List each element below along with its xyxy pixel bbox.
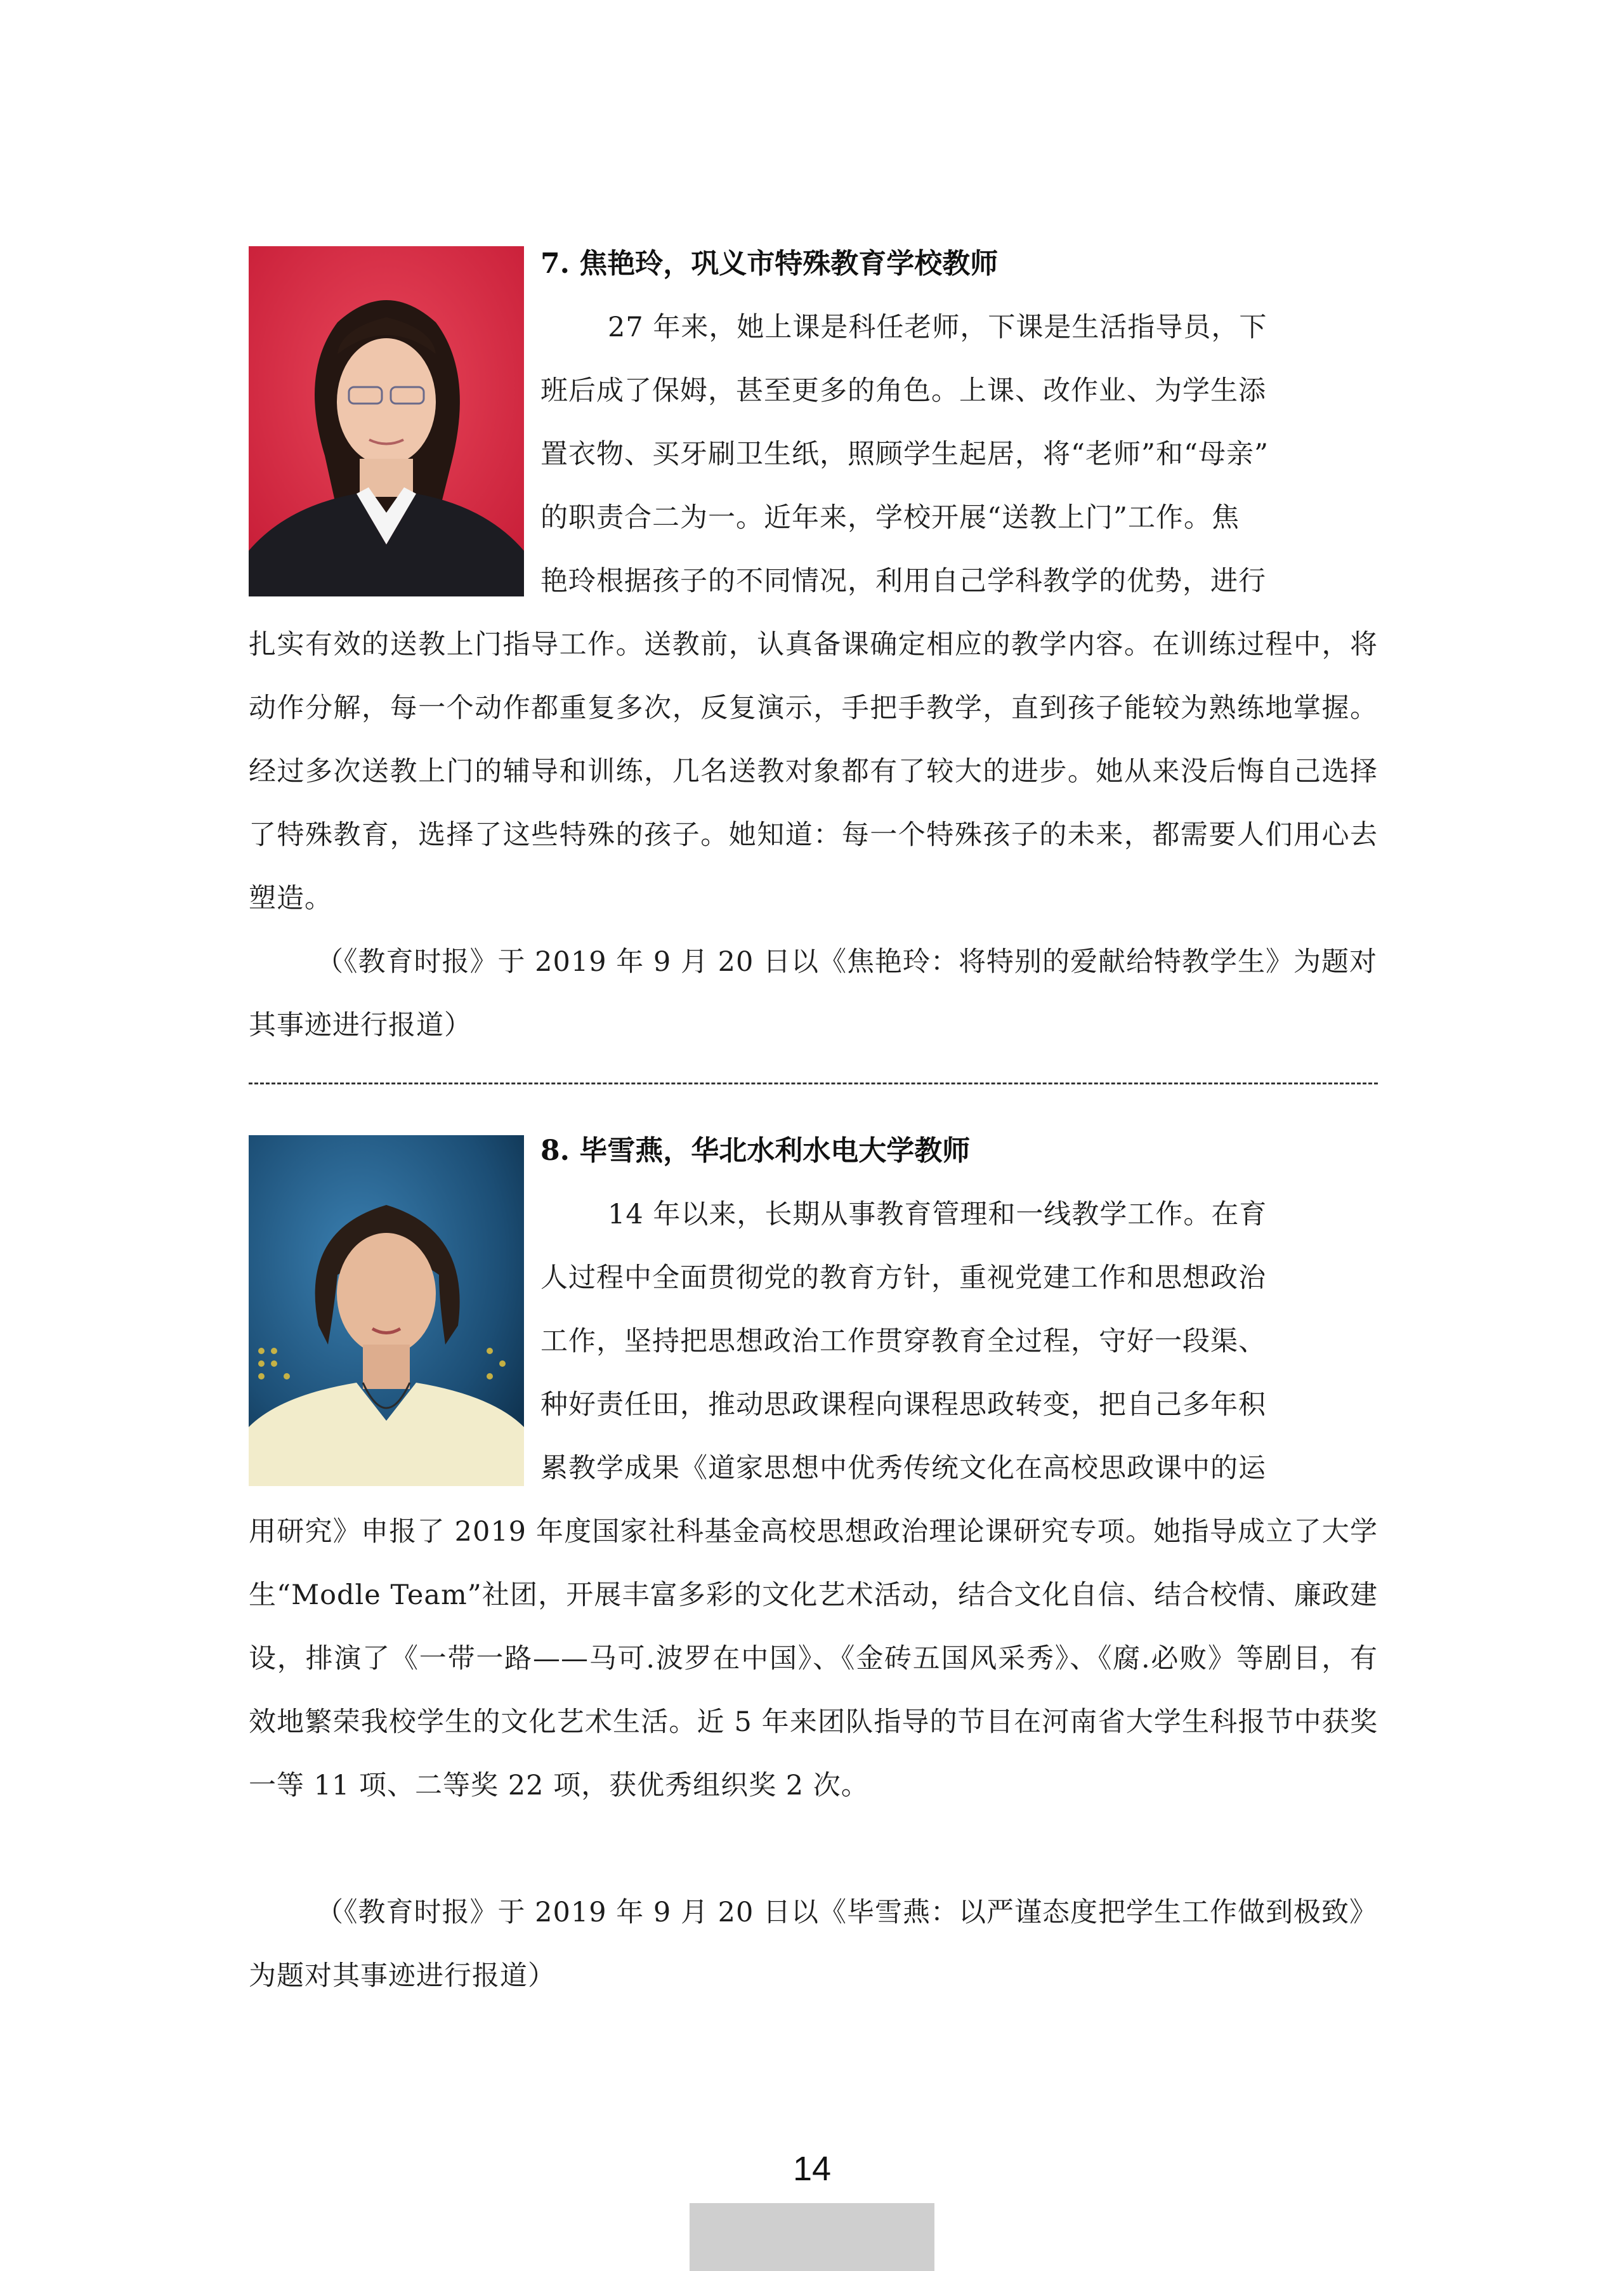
entry-8-heading: 8. 毕雪燕，华北水利水电大学教师 <box>540 1135 971 1167</box>
page-footer-tab <box>690 2203 934 2271</box>
portrait-woman-red-background-icon <box>249 246 524 596</box>
entry-7-line-1: 27 年来，她上课是科任老师，下课是生活指导员，下 <box>608 312 1267 343</box>
page-number: 14 <box>792 2150 832 2188</box>
portrait-photo-bi-xueyan <box>249 1135 524 1486</box>
entry-8-line-2: 人过程中全面贯彻党的教育方针，重视党建工作和思想政治 <box>540 1262 1266 1294</box>
entry-8-line-3: 工作，坚持把思想政治工作贯穿教育全过程，守好一段渠、 <box>540 1326 1266 1357</box>
portrait-woman-blue-studio-background-icon <box>249 1135 524 1486</box>
entry-7-line-2: 班后成了保姆，甚至更多的角色。上课、改作业、为学生添 <box>540 375 1266 407</box>
entry-8-line-1: 14 年以来，长期从事教育管理和一线教学工作。在育 <box>608 1199 1267 1230</box>
entry-7-body-continued: 扎实有效的送教上门指导工作。送教前，认真备课确定相应的教学内容。在训练过程中，将动作分解，每一个动作都重复多次，反复演示，手把手教学，直到孩子能较为熟练地掌握。经过多次送教上门的辅导和训练，几名送教对象都有了较大的进步。她从来没后悔自己选择了特殊教育，选择了这些特殊的孩子。她知道：每一个特殊孩子的未来，都需要人们用心去塑造。 <box>249 629 1378 914</box>
entry-7-wrapped-lines <box>540 296 1377 613</box>
portrait-photo-jiao-yanling <box>249 246 524 596</box>
entry-8-citation: （《教育时报》于 2019 年 9 月 20 日以《毕雪燕：以严谨态度把学生工作做到极致》为题对其事迹进行报道） <box>249 1897 1378 1992</box>
entry-7-line-5: 艳玲根据孩子的不同情况，利用自己学科教学的优势，进行 <box>540 565 1266 597</box>
entry-7-citation: （《教育时报》于 2019 年 9 月 20 日以《焦艳玲：将特别的爱献给特教学生》为题对其事迹进行报道） <box>249 946 1378 1041</box>
section-divider <box>249 1083 1378 1084</box>
entry-8-wrapped-lines <box>540 1183 1377 1500</box>
entry-8-body-continued: 用研究》申报了 2019 年度国家社科基金高校思想政治理论课研究专项。她指导成立了大学生“Modle Team”社团，开展丰富多彩的文化艺术活动，结合文化自信、结合校情、廉政建设，排演了《一带一路——马可.波罗在中国》、《金砖五国风采秀》、《腐.必败》等剧目，有效地繁荣我校学生的文化艺术生活。近 5 年来团队指导的节目在河南省大学生科报节中获奖一等 11 项、二等奖 22 项，获优秀组织奖 2 次。 <box>249 1516 1378 1801</box>
entry-7-heading: 7. 焦艳玲，巩义市特殊教育学校教师 <box>540 247 999 280</box>
entry-8-line-5: 累教学成果《道家思想中优秀传统文化在高校思政课中的运 <box>540 1452 1266 1484</box>
entry-7-line-3: 置衣物、买牙刷卫生纸，照顾学生起居，将“老师”和“母亲” <box>540 438 1269 470</box>
entry-8-line-4: 种好责任田，推动思政课程向课程思政转变，把自己多年积 <box>540 1389 1266 1421</box>
entry-7-line-4: 的职责合二为一。近年来，学校开展“送教上门”工作。焦 <box>540 502 1240 534</box>
